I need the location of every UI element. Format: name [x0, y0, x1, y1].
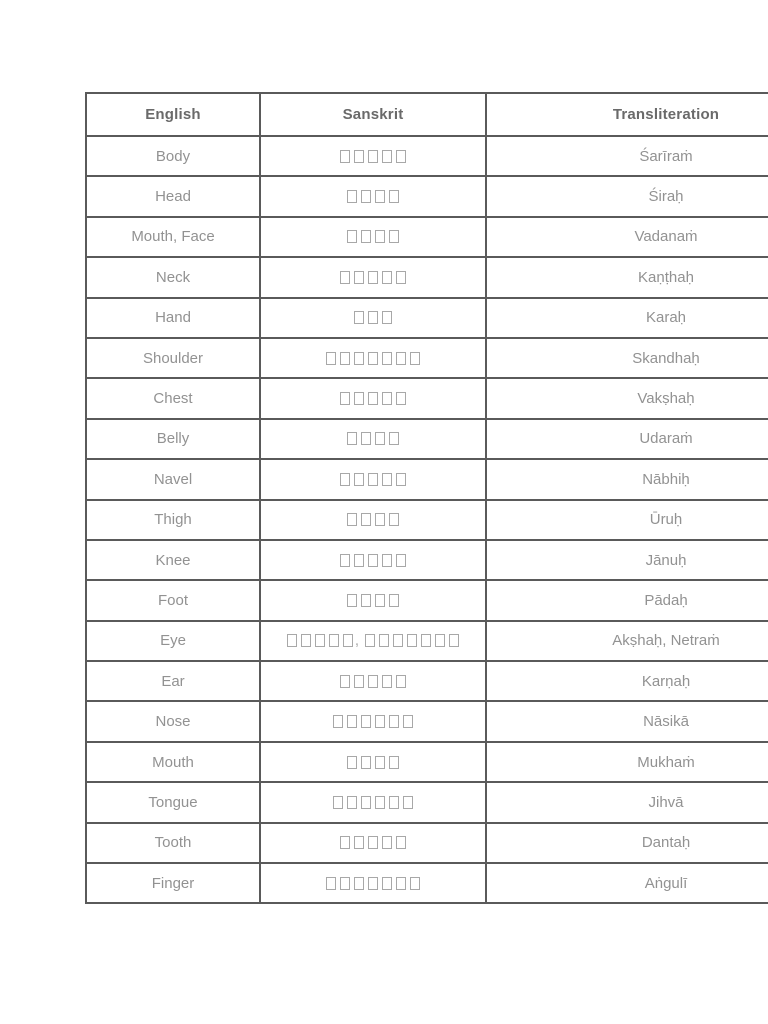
missing-glyph-box [375, 594, 385, 607]
sanskrit-cell [260, 742, 486, 782]
missing-glyph-box [347, 513, 357, 526]
missing-glyph-box [396, 150, 406, 163]
table-row [86, 580, 768, 620]
missing-glyph-box [333, 796, 343, 809]
transliteration-cell: Jānuḥ [486, 540, 768, 580]
missing-glyph-box [375, 756, 385, 769]
sanskrit-cell [260, 419, 486, 459]
transliteration-cell: Śiraḥ [486, 176, 768, 216]
missing-glyph-box [347, 756, 357, 769]
sanskrit-cell [260, 176, 486, 216]
missing-glyph-box [389, 796, 399, 809]
missing-glyph-box [382, 836, 392, 849]
missing-glyph-box [396, 554, 406, 567]
missing-glyph-box [382, 352, 392, 365]
english-cell: Tooth [86, 823, 260, 863]
sanskrit-cell [260, 298, 486, 338]
missing-glyph-box [340, 675, 350, 688]
transliteration-cell: Kaṇṭhaḥ [486, 257, 768, 297]
sanskrit-cell [260, 540, 486, 580]
header-row [86, 93, 768, 136]
missing-glyph-box [410, 352, 420, 365]
missing-glyph-box [354, 554, 364, 567]
english-cell: Head [86, 176, 260, 216]
missing-glyph-box [301, 634, 311, 647]
missing-glyph-box [375, 190, 385, 203]
table-row [86, 338, 768, 378]
column-header-sanskrit: Sanskrit [260, 93, 486, 136]
sanskrit-cell [260, 500, 486, 540]
missing-glyph-box [347, 796, 357, 809]
missing-glyph-box [407, 634, 417, 647]
table-row [86, 217, 768, 257]
missing-glyph-box [396, 352, 406, 365]
missing-glyph-box [449, 634, 459, 647]
missing-glyph-box [410, 877, 420, 890]
transliteration-cell: Karṇaḥ [486, 661, 768, 701]
missing-glyph-box [361, 594, 371, 607]
missing-glyph-box [389, 432, 399, 445]
english-cell: Hand [86, 298, 260, 338]
table-row [86, 500, 768, 540]
missing-glyph-box [354, 352, 364, 365]
sanskrit-cell [260, 661, 486, 701]
missing-glyph-box [368, 675, 378, 688]
missing-glyph-box [340, 877, 350, 890]
missing-glyph-box [361, 513, 371, 526]
missing-glyph-box [396, 675, 406, 688]
missing-glyph-box [354, 675, 364, 688]
missing-glyph-box [382, 311, 392, 324]
missing-glyph-box [326, 877, 336, 890]
english-cell: Eye [86, 621, 260, 661]
english-cell: Thigh [86, 500, 260, 540]
table-row [86, 257, 768, 297]
missing-glyph-box [340, 271, 350, 284]
missing-glyph-box [382, 271, 392, 284]
table-row [86, 459, 768, 499]
missing-glyph-box [382, 150, 392, 163]
sanskrit-cell [260, 580, 486, 620]
missing-glyph-box [389, 715, 399, 728]
missing-glyph-box [375, 230, 385, 243]
sanskrit-cell [260, 338, 486, 378]
missing-glyph-box [421, 634, 431, 647]
transliteration-cell: Jihvā [486, 782, 768, 822]
missing-glyph-box [435, 634, 445, 647]
table-row [86, 419, 768, 459]
transliteration-cell: Skandhaḥ [486, 338, 768, 378]
sanskrit-cell [260, 863, 486, 903]
table-row [86, 136, 768, 176]
missing-glyph-box [396, 271, 406, 284]
missing-glyph-box [354, 271, 364, 284]
transliteration-cell: Pādaḥ [486, 580, 768, 620]
column-header-transliteration: Transliteration [486, 93, 768, 136]
transliteration-cell: Śarīraṁ [486, 136, 768, 176]
sanskrit-cell [260, 782, 486, 822]
missing-glyph-box [368, 392, 378, 405]
transliteration-cell: Nāsikā [486, 701, 768, 741]
missing-glyph-box [354, 877, 364, 890]
table-row [86, 176, 768, 216]
missing-glyph-box [396, 836, 406, 849]
missing-glyph-box [368, 836, 378, 849]
missing-glyph-box [361, 756, 371, 769]
missing-glyph-box [361, 715, 371, 728]
missing-glyph-box [379, 634, 389, 647]
missing-glyph-box [365, 634, 375, 647]
missing-glyph-box [287, 634, 297, 647]
transliteration-cell: Ūruḥ [486, 500, 768, 540]
missing-glyph-box [354, 150, 364, 163]
sanskrit-cell [260, 217, 486, 257]
missing-glyph-box [361, 796, 371, 809]
missing-glyph-box [389, 594, 399, 607]
missing-glyph-box [382, 675, 392, 688]
english-cell: Tongue [86, 782, 260, 822]
missing-glyph-box [382, 473, 392, 486]
english-cell: Belly [86, 419, 260, 459]
english-cell: Neck [86, 257, 260, 297]
missing-glyph-box [326, 352, 336, 365]
english-cell: Chest [86, 378, 260, 418]
transliteration-cell: Nābhiḥ [486, 459, 768, 499]
missing-glyph-box [347, 230, 357, 243]
table-row [86, 742, 768, 782]
table-row [86, 863, 768, 903]
missing-glyph-box [368, 311, 378, 324]
missing-glyph-box [340, 392, 350, 405]
missing-glyph-box [329, 634, 339, 647]
missing-glyph-box [396, 392, 406, 405]
missing-glyph-box [389, 513, 399, 526]
missing-glyph-box [340, 150, 350, 163]
missing-glyph-box [389, 190, 399, 203]
table-row [86, 782, 768, 822]
sanskrit-cell [260, 136, 486, 176]
english-cell: Navel [86, 459, 260, 499]
english-cell: Shoulder [86, 338, 260, 378]
missing-glyph-box [340, 836, 350, 849]
missing-glyph-box [361, 190, 371, 203]
missing-glyph-box [393, 634, 403, 647]
english-cell: Knee [86, 540, 260, 580]
missing-glyph-box [368, 554, 378, 567]
missing-glyph-box [354, 473, 364, 486]
column-header-english: English [86, 93, 260, 136]
missing-glyph-box [315, 634, 325, 647]
missing-glyph-box [375, 796, 385, 809]
transliteration-cell: Udaraṁ [486, 419, 768, 459]
transliteration-cell: Karaḥ [486, 298, 768, 338]
missing-glyph-box [361, 230, 371, 243]
sanskrit-cell [260, 257, 486, 297]
transliteration-cell: Akṣhaḥ, Netraṁ [486, 621, 768, 661]
missing-glyph-box [396, 473, 406, 486]
missing-glyph-box [347, 190, 357, 203]
table-row [86, 540, 768, 580]
missing-glyph-box [389, 756, 399, 769]
missing-glyph-box [340, 554, 350, 567]
missing-glyph-box [382, 392, 392, 405]
transliteration-cell: Aṅgulī [486, 863, 768, 903]
english-cell: Body [86, 136, 260, 176]
sanskrit-vocabulary-table [85, 92, 768, 904]
missing-glyph-box [340, 352, 350, 365]
sanskrit-cell: , [260, 621, 486, 661]
missing-glyph-box [354, 836, 364, 849]
missing-glyph-box [375, 432, 385, 445]
missing-glyph-box [368, 352, 378, 365]
missing-glyph-box [368, 271, 378, 284]
english-cell: Nose [86, 701, 260, 741]
table-row [86, 701, 768, 741]
missing-glyph-box [382, 554, 392, 567]
sanskrit-cell [260, 701, 486, 741]
missing-glyph-box [403, 715, 413, 728]
missing-glyph-box [347, 715, 357, 728]
missing-glyph-box [333, 715, 343, 728]
english-cell: Mouth, Face [86, 217, 260, 257]
sanskrit-cell [260, 459, 486, 499]
missing-glyph-box [354, 311, 364, 324]
table-row [86, 661, 768, 701]
missing-glyph-box [343, 634, 353, 647]
english-cell: Foot [86, 580, 260, 620]
missing-glyph-box [389, 230, 399, 243]
sanskrit-cell [260, 823, 486, 863]
english-cell: Ear [86, 661, 260, 701]
table-row [86, 621, 768, 661]
missing-glyph-box [368, 877, 378, 890]
table-row [86, 298, 768, 338]
transliteration-cell: Mukhaṁ [486, 742, 768, 782]
transliteration-cell: Vakṣhaḥ [486, 378, 768, 418]
missing-glyph-box [375, 715, 385, 728]
missing-glyph-box [375, 513, 385, 526]
transliteration-cell: Dantaḥ [486, 823, 768, 863]
missing-glyph-box [361, 432, 371, 445]
table-row [86, 823, 768, 863]
missing-glyph-box [368, 473, 378, 486]
missing-glyph-box [347, 432, 357, 445]
missing-glyph-box [396, 877, 406, 890]
missing-glyph-box [368, 150, 378, 163]
english-cell: Mouth [86, 742, 260, 782]
missing-glyph-box [354, 392, 364, 405]
missing-glyph-box [340, 473, 350, 486]
table-row [86, 378, 768, 418]
sanskrit-cell [260, 378, 486, 418]
english-cell: Finger [86, 863, 260, 903]
transliteration-cell: Vadanaṁ [486, 217, 768, 257]
missing-glyph-box [403, 796, 413, 809]
missing-glyph-box [347, 594, 357, 607]
missing-glyph-box [382, 877, 392, 890]
